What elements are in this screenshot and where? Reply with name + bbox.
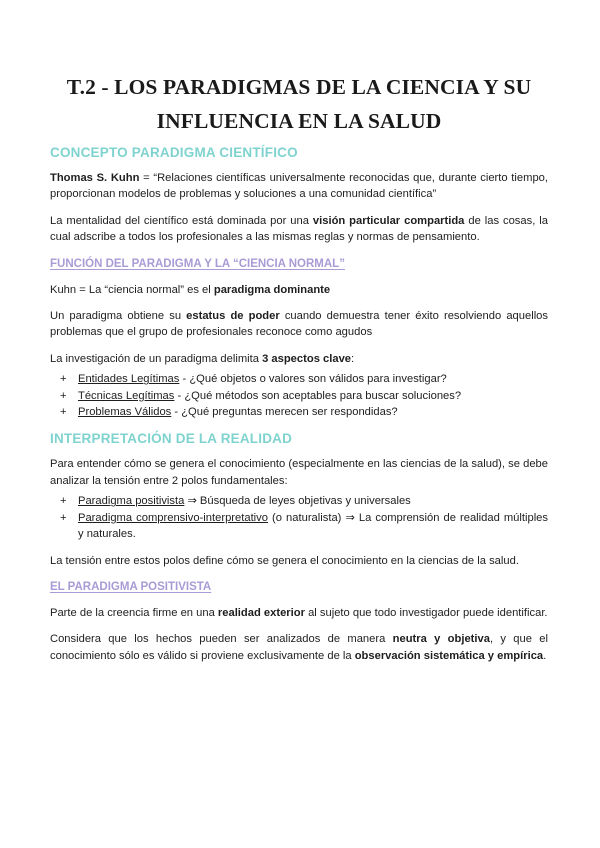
text: .: [543, 649, 547, 662]
bold-text: neutra y objetiva: [392, 633, 490, 646]
paragraph-estatus-poder: [50, 308, 548, 341]
plus-bullet-icon: +: [60, 406, 67, 419]
text: cuando demuestra tener éxito resolviendo aquellos problemas que el grupo de profesionales reconoce como agudos: [50, 310, 548, 339]
bold-text: estatus de poder: [186, 310, 280, 323]
title-line-1: T.2 - LOS PARADIGMAS DE LA CIENCIA Y SU: [66, 75, 532, 99]
bold-text: visión particular compartida: [312, 214, 465, 227]
text: ⇒ Búsqueda de leyes objetivas y universales: [184, 495, 411, 508]
paragraph-neutra-objetiva: [50, 631, 548, 664]
text: , y que el conocimiento sólo es válido si proviene exclusivamente de la: [50, 633, 548, 662]
heading-concepto-paradigma: CONCEPTO PARADIGMA CIENTÍFICO: [50, 145, 298, 160]
paragraph-kuhn-definition: [50, 170, 548, 203]
text: - ¿Qué métodos son aceptables para buscar soluciones?: [174, 389, 462, 402]
heading-funcion-paradigma: FUNCIÓN DEL PARADIGMA Y LA “CIENCIA NORMAL”: [50, 257, 345, 270]
plus-bullet-icon: +: [60, 389, 67, 402]
bold-text: 3 aspectos clave: [262, 352, 352, 365]
text: Un paradigma obtiene su: [50, 310, 187, 323]
heading-interpretacion-realidad: INTERPRETACIÓN DE LA REALIDAD: [50, 431, 293, 447]
bold-text: observación sistemática y empírica: [354, 649, 544, 662]
list-item: [60, 510, 548, 543]
underlined-term: Paradigma comprensivo-interpretativo: [78, 511, 268, 524]
text: (o naturalista) ⇒ La comprensión de realidad múltiples y naturales.: [78, 511, 548, 541]
list-item: [60, 493, 548, 509]
bold-text: Thomas S. Kuhn: [50, 172, 140, 184]
paragraph-tension-define: La tensión entre estos polos define cómo se genera el conocimiento en la ciencias de la salud.: [50, 554, 519, 567]
list-aspectos-clave: [50, 371, 548, 420]
list-item: [60, 371, 548, 387]
document-title: [50, 0, 548, 138]
paragraph-tension-polos: Para entender cómo se genera el conocimiento (especialmente en las ciencias de la salud), se debe analizar la tensión entre 2 polos fundamentales:: [50, 458, 548, 487]
text: :: [351, 352, 355, 365]
heading-paradigma-positivista: EL PARADIGMA POSITIVISTA: [50, 580, 212, 593]
plus-bullet-icon: +: [60, 511, 67, 524]
underlined-term: Entidades Legítimas: [78, 373, 180, 386]
list-polos: [50, 493, 548, 542]
paragraph-mentalidad: [50, 213, 548, 246]
paragraph-realidad-exterior: [50, 605, 548, 621]
text: La investigación de un paradigma delimita: [50, 352, 263, 365]
text: Considera que los hechos pueden ser analizados de manera: [50, 633, 393, 646]
underlined-term: Paradigma positivista: [78, 495, 185, 508]
text: Parte de la creencia firme en una: [50, 606, 218, 619]
title-line-2: INFLUENCIA EN LA SALUD: [156, 109, 442, 133]
text: Kuhn = La “ciencia normal” es el: [50, 283, 214, 296]
text: La mentalidad del científico está dominada por una: [50, 214, 313, 227]
plus-bullet-icon: +: [60, 373, 67, 386]
underlined-term: Técnicas Legítimas: [78, 389, 175, 402]
paragraph-aspectos-clave: [50, 351, 548, 367]
text: - ¿Qué objetos o valores son válidos para investigar?: [179, 373, 447, 386]
list-item: [60, 404, 548, 420]
text: = “Relaciones científicas universalmente reconocidas que, durante cierto tiempo, proporcionan modelos de problemas y soluciones a una comunidad científica”: [50, 172, 548, 201]
text: al sujeto que todo investigador puede identificar.: [304, 606, 548, 619]
bold-text: paradigma dominante: [213, 283, 331, 296]
underlined-term: Problemas Válidos: [78, 406, 172, 419]
plus-bullet-icon: +: [60, 495, 67, 508]
text: de las cosas, la cual adscribe a todos los profesionales a las mismas reglas y normas de pensamiento.: [50, 214, 548, 244]
paragraph-ciencia-normal: [50, 282, 548, 298]
document-page: [50, 0, 548, 674]
list-item: [60, 388, 548, 404]
bold-text: realidad exterior: [217, 606, 305, 619]
text: - ¿Qué preguntas merecen ser respondidas?: [171, 406, 398, 419]
